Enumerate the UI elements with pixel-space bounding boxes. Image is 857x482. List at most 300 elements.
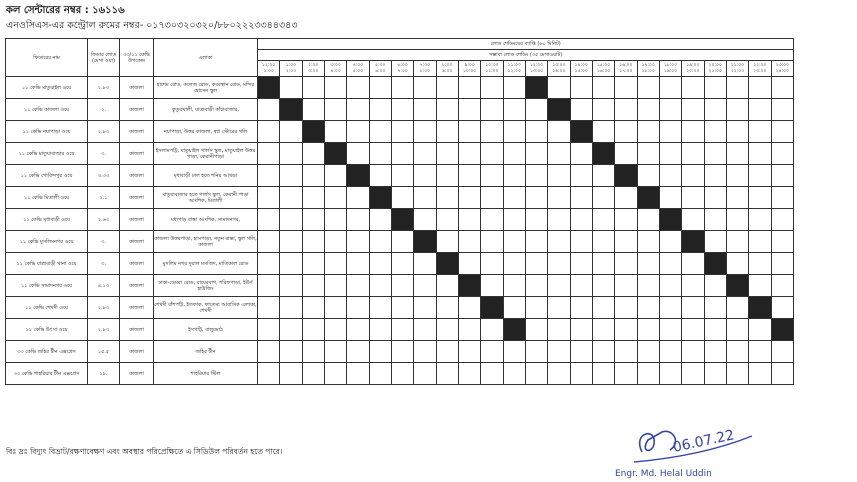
shedding-slot <box>637 231 659 253</box>
table-row <box>6 231 794 253</box>
shedding-slot <box>414 209 436 231</box>
substation-cell: কাজলা <box>120 209 154 231</box>
shedding-slot <box>280 165 302 187</box>
shedding-slot <box>481 143 503 165</box>
shedding-slot <box>258 231 280 253</box>
shedding-slot <box>771 165 794 187</box>
shedding-slot <box>391 297 413 319</box>
shedding-slot <box>570 231 592 253</box>
shedding-slot <box>659 231 681 253</box>
shedding-slot <box>302 209 324 231</box>
shedding-slot <box>682 187 704 209</box>
shedding-slot <box>704 121 726 143</box>
shedding-slot <box>258 319 280 341</box>
area-cell: নয়াপাড়া, উত্তর কাজলা, স্বপ্ন স্টোরের গলি <box>154 121 258 143</box>
time-slot-header <box>525 61 547 77</box>
shedding-slot <box>548 187 570 209</box>
svg-text:06.07.22: 06.07.22 <box>671 427 736 456</box>
shedding-slot <box>414 275 436 297</box>
shedding-slot <box>280 121 302 143</box>
time-slot-to: ৫:০০ <box>352 68 364 74</box>
shedding-slot <box>324 99 346 121</box>
shedding-slot <box>347 77 369 99</box>
time-slot-header <box>347 61 369 77</box>
shedding-slot <box>458 209 480 231</box>
time-slot-to: ৯:০০ <box>442 68 453 74</box>
shedding-slot <box>637 143 659 165</box>
shedding-slot <box>771 297 794 319</box>
shedding-slot <box>436 121 458 143</box>
time-slot-header <box>659 61 681 77</box>
shedding-slot <box>391 99 413 121</box>
shedding-slot <box>324 275 346 297</box>
shedding-slot-active <box>615 165 637 187</box>
shedding-slot <box>280 77 302 99</box>
time-slot-from: ১৬:০০ <box>619 62 633 68</box>
shedding-slot <box>682 121 704 143</box>
shedding-slot <box>436 363 458 385</box>
shedding-slot <box>324 319 346 341</box>
shedding-slot <box>637 363 659 385</box>
shedding-slot <box>258 297 280 319</box>
substation-cell: কাজলা <box>120 187 154 209</box>
feeder-load-cell: ২.৮৩ <box>88 121 120 143</box>
shedding-slot <box>637 165 659 187</box>
shedding-slot <box>369 143 391 165</box>
substation-cell: কাজলা <box>120 275 154 297</box>
shedding-slot <box>280 231 302 253</box>
shedding-slot <box>682 253 704 275</box>
time-slot-from: ৬:০০ <box>397 62 408 68</box>
time-slot-header <box>369 61 391 77</box>
time-slot-header <box>503 61 525 77</box>
shedding-slot <box>570 275 592 297</box>
time-slot-header <box>570 61 592 77</box>
shedding-slot <box>548 363 570 385</box>
shedding-slot <box>503 121 525 143</box>
table-row <box>6 253 794 275</box>
shedding-slot <box>369 341 391 363</box>
feeder-load-cell: ৩.৩৩ <box>88 165 120 187</box>
shedding-slot <box>481 121 503 143</box>
shedding-slot <box>682 209 704 231</box>
shedding-slot <box>548 165 570 187</box>
time-slot-from: ২:০০ <box>308 62 319 68</box>
shedding-slot <box>436 99 458 121</box>
shedding-slot <box>726 231 748 253</box>
shedding-slot <box>280 209 302 231</box>
schedule-table-body <box>6 77 794 385</box>
table-row <box>6 319 794 341</box>
substation-cell: কাজলা <box>120 121 154 143</box>
area-cell: ঢাকা-ডেমরা রোড, রায়েরবাগ, শরিফপাড়া, ইউর্ণ হাউজিং <box>154 275 258 297</box>
time-slot-header <box>548 61 570 77</box>
shedding-slot <box>503 231 525 253</box>
time-slot-from: ৩:০০ <box>330 62 341 68</box>
shedding-slot <box>481 363 503 385</box>
shedding-slot <box>749 363 771 385</box>
area-cell: জহির টীন <box>154 341 258 363</box>
shedding-slot-active <box>592 143 614 165</box>
time-slot-header <box>436 61 458 77</box>
shedding-slot <box>570 341 592 363</box>
shedding-slot <box>659 77 681 99</box>
shedding-slot <box>503 275 525 297</box>
shedding-slot <box>749 231 771 253</box>
time-slot-from: ৫:০০ <box>375 62 386 68</box>
shedding-slot <box>525 165 547 187</box>
time-slot-to: ১৫:০০ <box>574 68 588 74</box>
feeder-load-cell: ২.৮৩ <box>88 77 120 99</box>
shedding-slot <box>347 253 369 275</box>
shedding-slot <box>324 341 346 363</box>
area-cell: কুতুবখালী, যাত্রাবাড়ী কাঁচাবাজার, <box>154 99 258 121</box>
shedding-slot-active <box>503 319 525 341</box>
area-cell: মুসলিম নগর দুয়াল মসজিদ, মাতিকাল রোড <box>154 253 258 275</box>
shedding-slot-active <box>258 77 280 99</box>
shedding-slot <box>682 319 704 341</box>
shedding-slot <box>615 275 637 297</box>
time-slot-to: ১৬:০০ <box>596 68 611 74</box>
shedding-slot <box>548 341 570 363</box>
shedding-slot <box>414 165 436 187</box>
shedding-slot <box>659 253 681 275</box>
shedding-slot <box>302 297 324 319</box>
time-slot-header <box>324 61 346 77</box>
shedding-slot <box>458 363 480 385</box>
shedding-slot <box>503 297 525 319</box>
time-slot-from: ২১:০০ <box>730 62 745 68</box>
substation-cell: কাজলা <box>120 77 154 99</box>
time-slot-to: ১০:০০ <box>463 68 477 74</box>
shedding-slot <box>280 275 302 297</box>
shedding-slot <box>324 253 346 275</box>
time-slot-from: ৮:০০ <box>442 62 453 68</box>
shedding-slot <box>481 231 503 253</box>
shedding-slot <box>704 77 726 99</box>
shedding-slot-active <box>749 297 771 319</box>
shedding-slot <box>458 99 480 121</box>
shedding-slot <box>615 341 637 363</box>
time-slot-from: ১৯:০০ <box>686 62 700 68</box>
shedding-slot <box>347 209 369 231</box>
shedding-slot <box>771 187 794 209</box>
shedding-slot <box>592 253 614 275</box>
feeder-name-cell: ১১ কেভি মুসলিমনগর ওয়ে <box>6 231 88 253</box>
time-slot-to: ৬:০০ <box>375 68 386 74</box>
shedding-slot <box>525 187 547 209</box>
shedding-slot-active <box>347 165 369 187</box>
area-cell: মধ্যপাড় রাস্তা আংশিক, সামাদনগর, <box>154 209 258 231</box>
substation-cell: কাজলা <box>120 341 154 363</box>
shedding-slot <box>659 297 681 319</box>
substation-header: ৩৩/১১ কেভি উপকেন্দ্র <box>120 39 154 77</box>
shedding-slot <box>302 363 324 385</box>
shedding-slot <box>570 253 592 275</box>
shedding-slot <box>525 99 547 121</box>
shedding-slot <box>726 319 748 341</box>
shedding-slot <box>525 363 547 385</box>
shedding-slot <box>347 363 369 385</box>
shedding-slot-active <box>391 209 413 231</box>
shedding-slot <box>391 77 413 99</box>
shedding-slot <box>369 231 391 253</box>
shedding-slot <box>458 341 480 363</box>
shedding-slot <box>682 297 704 319</box>
shedding-slot <box>525 121 547 143</box>
shedding-slot <box>749 165 771 187</box>
shedding-slot <box>749 77 771 99</box>
time-slot-to: ১৩:০০ <box>529 68 544 74</box>
shedding-slot <box>704 165 726 187</box>
shedding-slot <box>258 165 280 187</box>
feeder-load-cell: ২.১ <box>88 187 120 209</box>
shedding-slot <box>726 341 748 363</box>
time-slot-to: ৪:০০ <box>330 68 341 74</box>
shedding-slot <box>548 209 570 231</box>
time-slot-to: ১৪:০০ <box>552 68 566 74</box>
shedding-slot <box>726 77 748 99</box>
shedding-slot <box>570 77 592 99</box>
shedding-slot <box>548 143 570 165</box>
shedding-slot <box>458 187 480 209</box>
shedding-slot <box>436 77 458 99</box>
shedding-slot <box>615 363 637 385</box>
shedding-slot <box>302 319 324 341</box>
shedding-slot <box>324 187 346 209</box>
shedding-slot-active <box>637 187 659 209</box>
area-cell: মৃধাবাড়ী ঢাল হতে শনির আখড়া <box>154 165 258 187</box>
shedding-slot <box>771 275 794 297</box>
shedding-slot <box>302 77 324 99</box>
shedding-slot <box>347 297 369 319</box>
shedding-slot <box>525 231 547 253</box>
feeder-load-cell: ২.৬৩ <box>88 209 120 231</box>
shedding-slot <box>704 143 726 165</box>
shedding-slot <box>391 165 413 187</box>
time-slot-from: ৯:০০ <box>464 62 475 68</box>
shedding-slot <box>525 143 547 165</box>
shedding-slot <box>347 121 369 143</box>
shedding-slot <box>771 121 794 143</box>
shedding-slot <box>503 209 525 231</box>
shedding-slot <box>436 209 458 231</box>
shedding-slot <box>458 143 480 165</box>
area-cell: শেখদী বাঁশপট্টি, ইতফাক, ফাতেমা আবাসিক এলাকা, শেখদী <box>154 297 258 319</box>
shedding-slot <box>570 187 592 209</box>
shedding-slot <box>704 99 726 121</box>
shedding-slot-active <box>682 231 704 253</box>
shedding-duration-header: লোড শেডিংয়ের ব্যাপ্তি (৬০ মিনিট) <box>258 39 794 50</box>
shedding-slot <box>347 275 369 297</box>
shedding-load-header: সম্ভাব্য লোড শেডিং (৩৫ মেগাওয়াট) <box>258 50 794 61</box>
shedding-slot <box>414 297 436 319</box>
shedding-slot-active <box>659 209 681 231</box>
signature-scribble <box>612 422 762 476</box>
shedding-slot-active <box>414 231 436 253</box>
time-slot-header <box>302 61 324 77</box>
shedding-slot <box>704 187 726 209</box>
shedding-slot <box>369 121 391 143</box>
shedding-slot <box>302 231 324 253</box>
call-center-number: কল সেন্টারের নম্বর : ১৬১১৬ <box>6 5 125 16</box>
time-slot-from: ১১:০০ <box>507 62 521 68</box>
time-slot-to: ১২:০০ <box>507 68 521 74</box>
shedding-slot <box>258 209 280 231</box>
shedding-slot-active <box>771 319 794 341</box>
shedding-slot <box>414 363 436 385</box>
shedding-slot <box>704 231 726 253</box>
time-slot-header <box>615 61 637 77</box>
shedding-slot <box>503 77 525 99</box>
substation-cell: কাজলা <box>120 99 154 121</box>
feeder-load-cell: ২.৮৩ <box>88 297 120 319</box>
shedding-slot <box>704 275 726 297</box>
feeder-load-cell: ১৫.৫ <box>88 341 120 363</box>
shedding-slot <box>749 319 771 341</box>
shedding-slot <box>414 121 436 143</box>
shedding-slot <box>347 99 369 121</box>
shedding-slot <box>369 99 391 121</box>
time-slot-header <box>280 61 302 77</box>
table-row <box>6 187 794 209</box>
time-slot-from: ২২:০০ <box>753 62 767 68</box>
shedding-slot <box>637 319 659 341</box>
shedding-slot <box>369 297 391 319</box>
shedding-slot <box>458 165 480 187</box>
time-slot-from: ১২:০০ <box>262 62 276 68</box>
shedding-slot <box>503 253 525 275</box>
table-row <box>6 165 794 187</box>
shedding-slot <box>369 275 391 297</box>
shedding-slot <box>258 363 280 385</box>
shedding-slot <box>637 253 659 275</box>
time-slot-from: ১৪:০০ <box>574 62 588 68</box>
feeder-name-cell: ১১ কেভি গোবিন্দপুর ওয়ে <box>6 165 88 187</box>
shedding-slot <box>324 297 346 319</box>
shedding-slot <box>258 121 280 143</box>
shedding-slot <box>659 319 681 341</box>
shedding-slot <box>391 319 413 341</box>
shedding-slot <box>302 165 324 187</box>
shedding-slot <box>302 341 324 363</box>
table-row <box>6 99 794 121</box>
shedding-slot <box>704 319 726 341</box>
shedding-slot <box>414 99 436 121</box>
shedding-slot <box>391 121 413 143</box>
shedding-slot <box>280 319 302 341</box>
shedding-slot <box>481 187 503 209</box>
area-cell: মাতুয়াবাজার হতে গার্লস স্কুল, কেরানী পাড়া আংশিক, মিতালী <box>154 187 258 209</box>
time-slot-to: ১৭:০০ <box>619 68 633 74</box>
time-slot-to: ২:০০ <box>285 68 297 74</box>
shedding-slot <box>771 341 794 363</box>
control-room-number: এনওসিএস-এর কন্ট্রোল রুমের নম্বর- ০১৭৩০৩২০৩২০/৮৮০২২২৩৩৪৪৩৪৩ <box>6 20 298 31</box>
shedding-slot <box>548 275 570 297</box>
shedding-slot <box>726 143 748 165</box>
shedding-slot <box>302 143 324 165</box>
shedding-slot <box>615 99 637 121</box>
shedding-slot <box>481 99 503 121</box>
shedding-slot <box>258 143 280 165</box>
shedding-slot <box>258 99 280 121</box>
shedding-slot <box>726 297 748 319</box>
shedding-slot <box>548 121 570 143</box>
shedding-slot <box>503 187 525 209</box>
shedding-slot <box>659 275 681 297</box>
shedding-slot <box>615 209 637 231</box>
shedding-slot <box>280 187 302 209</box>
feeder-name-cell: ১১ কেভি কাজলা ওয়ে <box>6 99 88 121</box>
shedding-slot <box>682 275 704 297</box>
shedding-slot <box>659 341 681 363</box>
footer-note: বিঃ দ্রঃ বিদ্যুৎ বিভ্রাট/রক্ষণাবেক্ষণ এবং অবস্থার পরিপ্রেক্ষিতে এ সিডিউল পরিবর্তন হতে পারে। <box>6 447 283 456</box>
feeder-name-cell: ১১ কেভি যাত্রাবাড়ী থানা ওয়ে <box>6 253 88 275</box>
shedding-slot <box>525 319 547 341</box>
shedding-slot <box>436 319 458 341</box>
substation-cell: কাজলা <box>120 165 154 187</box>
time-slot-from: ৭:০০ <box>419 62 431 68</box>
shedding-slot <box>771 143 794 165</box>
shedding-slot <box>302 99 324 121</box>
time-slot-header <box>726 61 748 77</box>
shedding-slot <box>525 341 547 363</box>
time-slot-from: ১৮:০০ <box>663 62 678 68</box>
substation-cell: কাজলা <box>120 143 154 165</box>
time-slot-from: ২০:০০ <box>708 62 722 68</box>
shedding-slot <box>280 297 302 319</box>
shedding-slot <box>481 165 503 187</box>
time-slot-from: ১৭:০০ <box>641 62 655 68</box>
feeder-name-cell: ৩৩ কেভি জহির টীন এক্সপ্রেস <box>6 341 88 363</box>
shedding-slot <box>324 363 346 385</box>
shedding-slot <box>481 253 503 275</box>
shedding-slot <box>726 165 748 187</box>
substation-cell: কাজলা <box>120 231 154 253</box>
shedding-slot <box>436 297 458 319</box>
area-cell: কাজলা উত্তরপাড়া, হাসপাড়া, নতুন রাস্তা, স্কুল গলি, কাজলা <box>154 231 258 253</box>
feeder-name-cell: ১১ কেভি উৎসা ওয়ে <box>6 319 88 341</box>
feeder-load-cell: ৩. <box>88 231 120 253</box>
shedding-slot <box>280 341 302 363</box>
shedding-slot <box>391 231 413 253</box>
shedding-slot <box>659 99 681 121</box>
feeder-name-cell: ১১ কেভি সামাদনগর ওয়ে <box>6 275 88 297</box>
shedding-slot <box>414 319 436 341</box>
shedding-slot <box>592 99 614 121</box>
time-slot-from: ১৫:০০ <box>596 62 611 68</box>
shedding-slot <box>458 319 480 341</box>
shedding-slot <box>280 143 302 165</box>
time-slot-to: ২৪:০০ <box>775 68 789 74</box>
shedding-slot <box>570 143 592 165</box>
shedding-slot <box>391 275 413 297</box>
shedding-slot <box>592 275 614 297</box>
shedding-slot <box>503 143 525 165</box>
shedding-slot <box>436 143 458 165</box>
shedding-slot <box>615 253 637 275</box>
shedding-slot <box>771 99 794 121</box>
shedding-slot <box>749 143 771 165</box>
shedding-slot <box>637 77 659 99</box>
shedding-slot <box>592 121 614 143</box>
shedding-slot <box>682 363 704 385</box>
shedding-slot <box>726 99 748 121</box>
shedding-slot <box>324 231 346 253</box>
shedding-slot <box>525 209 547 231</box>
time-slot-to: ৩:০০ <box>308 68 319 74</box>
shedding-slot <box>302 275 324 297</box>
